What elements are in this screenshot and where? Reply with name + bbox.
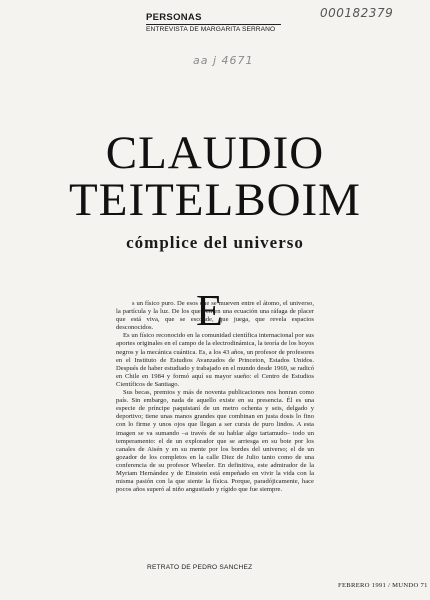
byline: ENTREVISTA DE MARGARITA SERRANO bbox=[146, 26, 276, 33]
page-folio: FEBRERO 1991 / MUNDO 71 bbox=[338, 582, 428, 589]
photo-credit: RETRATO DE PEDRO SANCHEZ bbox=[147, 564, 253, 571]
paragraph-2: Es un físico reconocido en la comunidad científica internacional por sus aportes originales en el campo de la electrodinámica, la teoría de los hoyos negros y la mecánica cuántica. Es, a los 43 años, un profesor de profesores en el Instituto de Estudios Avanzados de Princeton, Estados Unidos. Después de haber estudiado y trabajado en el mundo desde 1969, se radicó en Chile en 1984 y formó aquí su mayor sueño: el Centro de Estudios Científicos de Santiago. bbox=[116, 332, 314, 388]
paragraph-3: Sus becas, premios y más de noventa publicaciones nos honran como país. Sin embargo, nada de aquello existe en su presencia. Él es una especie de príncipe paquistaní de un metro ochenta y seis, delgado y deportivo; tiene unas manos grandes que combinan en justa dosis lo fino con lo firme y unos ojos que llegan a ser cursis de puro lindos. A esta imagen se va sumando –a través de su hablar algo tartamudo– todo un temperamento: el de un explorador que se arriesga en su bote por los canales de Aisén y en su mente por los bordes del universo; el de un gozador de los completos en la calle Diez de Julio tanto como de una conferencia de su profesor Wheeler. En definitiva, este admirador de la Myriam Hernández y de Einstein está empeñado en vivir la vida con la misma pasión con la que siente la física. Porque, paradójicamente, hace pocos años superó al niño angustiado y rígido que fue siempre. bbox=[116, 389, 314, 494]
title-line-1: CLAUDIO bbox=[105, 127, 325, 179]
drop-cap: E bbox=[196, 286, 223, 335]
reference-handwritten: aa j 4671 bbox=[193, 54, 254, 67]
article-body bbox=[116, 300, 314, 494]
paragraph-1 bbox=[116, 300, 314, 332]
catalog-number-handwritten: 000182379 bbox=[320, 6, 394, 20]
title-line-2: TEITELBOIM bbox=[69, 174, 361, 226]
paragraph-1-text: s un físico puro. De esos que se mueven entre el átomo, el universo, la partícula y la luz. De los que ven en una ecuación una ráfaga de placer que está viva, que se esconde, que juega, que revela espacios desconocidos. bbox=[116, 300, 314, 332]
section-label: PERSONAS bbox=[146, 12, 281, 25]
subtitle: cómplice del universo bbox=[126, 233, 304, 252]
